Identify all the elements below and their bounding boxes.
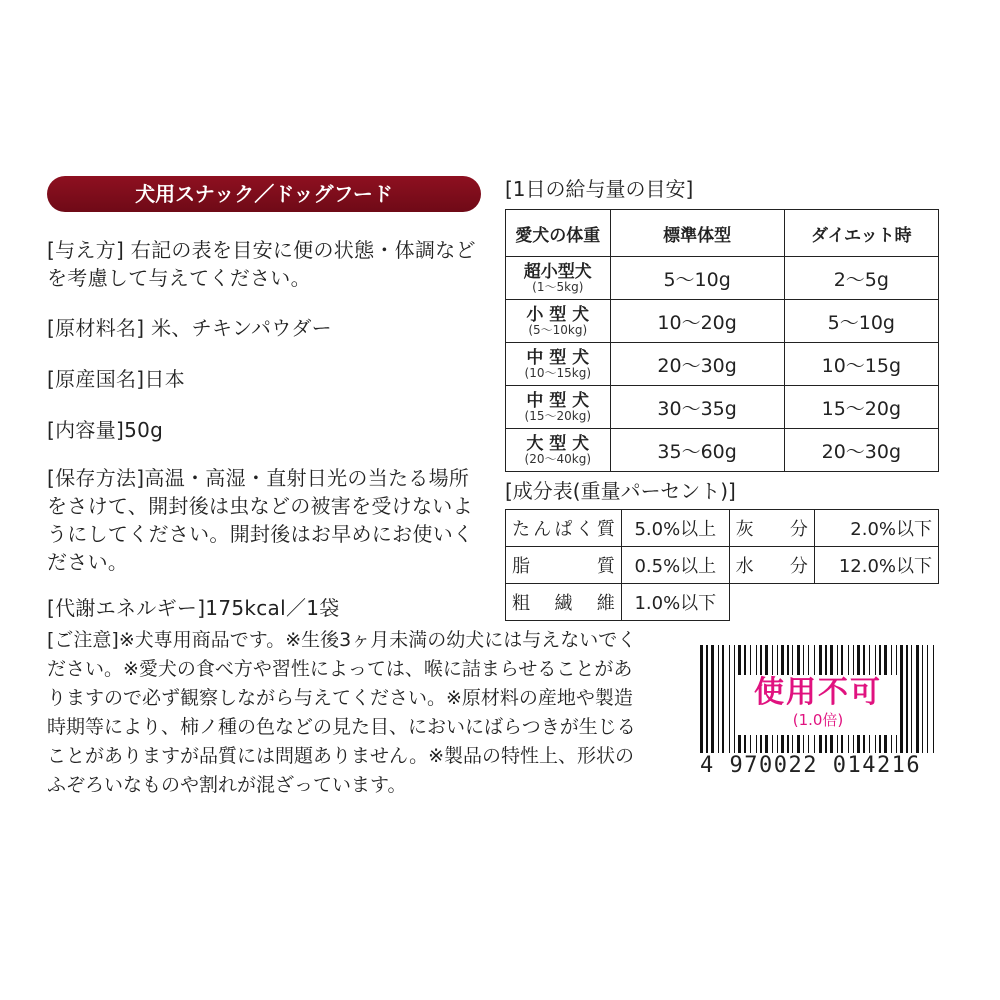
table-row [506,343,939,386]
standard-amount: 10〜20g [610,300,784,343]
barcode-bar [927,645,928,753]
barcode-bar [734,645,735,753]
table-row [506,584,939,621]
feeding-table [505,209,939,472]
standard-amount: 20〜30g [610,343,784,386]
stamp-sub-text: (1.0倍) [792,711,844,729]
weight-range: (10〜15kg) [524,365,592,380]
table-header-row [506,210,939,257]
caution-notes: [ご注意]※犬専用商品です。※生後3ヶ月未満の幼犬には与えないでください。※愛犬の食べ方や習性によっては、喉に詰まらせることがありますので必ず観察しながら与えてください。※原材料の産地や製造時期等により、柿ノ種の色などの見た目、においにばらつきが生じることがありますが品質には問題ありません。※製品の特性上、形状のふぞろいなものや割れが混ざっています。 [47,629,637,796]
diet-amount: 5〜10g [784,300,938,343]
table-row [506,386,939,429]
composition-table [505,509,939,621]
diet-amount: 15〜20g [784,386,938,429]
barcode-bar [933,645,934,753]
weight-range: (1〜5kg) [532,279,584,294]
diet-amount: 10〜15g [784,343,938,386]
dog-size: 大 型 犬 [526,433,590,454]
ingredients: [原材料名] 米、チキンパウダー [47,316,332,340]
weight-range: (20〜40kg) [524,451,592,466]
composition-title: [成分表(重量パーセント)] [505,479,736,503]
table-row [506,510,939,547]
barcode-bar [722,645,724,753]
ash-value: 2.0%以下 [814,510,938,547]
ash-label: 灰分 [729,510,814,547]
water-value: 12.0%以下 [814,547,938,584]
not-usable-stamp [737,675,899,735]
dog-size: 超小型犬 [523,261,592,282]
standard-amount: 35〜60g [610,429,784,472]
fiber-label: 粗繊維 [506,584,622,621]
barcode-bar [729,645,730,753]
barcode-bar [700,645,703,753]
barcode-bar [922,645,923,753]
standard-amount: 30〜35g [610,386,784,429]
barcode-bar [711,645,714,753]
diet-amount: 20〜30g [784,429,938,472]
header-diet: ダイエット時 [784,210,938,257]
barcode-bar [900,645,903,753]
table-row [506,257,939,300]
net-content: [内容量]50g [47,418,164,442]
feeding-table-title: [1日の給与量の目安] [505,177,694,201]
weight-range: (15〜20kg) [524,408,592,423]
standard-amount: 5〜10g [610,257,784,300]
barcode-bar [706,645,708,753]
barcode-bar [911,645,912,753]
fat-label: 脂質 [506,547,622,584]
barcode-bar [916,645,919,753]
dog-size: 小 型 犬 [526,304,590,325]
fiber-value: 1.0%以下 [621,584,729,621]
protein-label: たんぱく質 [506,510,622,547]
protein-value: 5.0%以上 [621,510,729,547]
country-of-origin: [原産国名]日本 [47,367,186,391]
barcode-bar [906,645,908,753]
table-row [506,547,939,584]
header-weight: 愛犬の体重 [506,210,611,257]
weight-range: (5〜10kg) [528,322,588,337]
table-row [506,429,939,472]
metabolic-energy: [代謝エネルギー]175kcal／1袋 [47,596,340,620]
feeding-instructions: [与え方] 右記の表を目安に便の状態・体調などを考慮して与えてください。 [47,238,476,290]
table-row [506,300,939,343]
dog-size: 中 型 犬 [526,347,590,368]
dog-size: 中 型 犬 [526,390,590,411]
header-standard: 標準体型 [610,210,784,257]
diet-amount: 2〜5g [784,257,938,300]
storage-method: [保存方法]高温・高湿・直射日光の当たる場所をさけて、開封後は虫などの被害を受けないようにしてください。開封後はお早めにお使いください。 [47,466,474,574]
barcode-bar [718,645,719,753]
category-banner: 犬用スナック／ドッグフード [47,176,481,212]
stamp-main-text: 使用不可 [754,675,882,710]
barcode-number: 4 970022 014216 [700,753,922,778]
fat-value: 0.5%以上 [621,547,729,584]
water-label: 水分 [729,547,814,584]
